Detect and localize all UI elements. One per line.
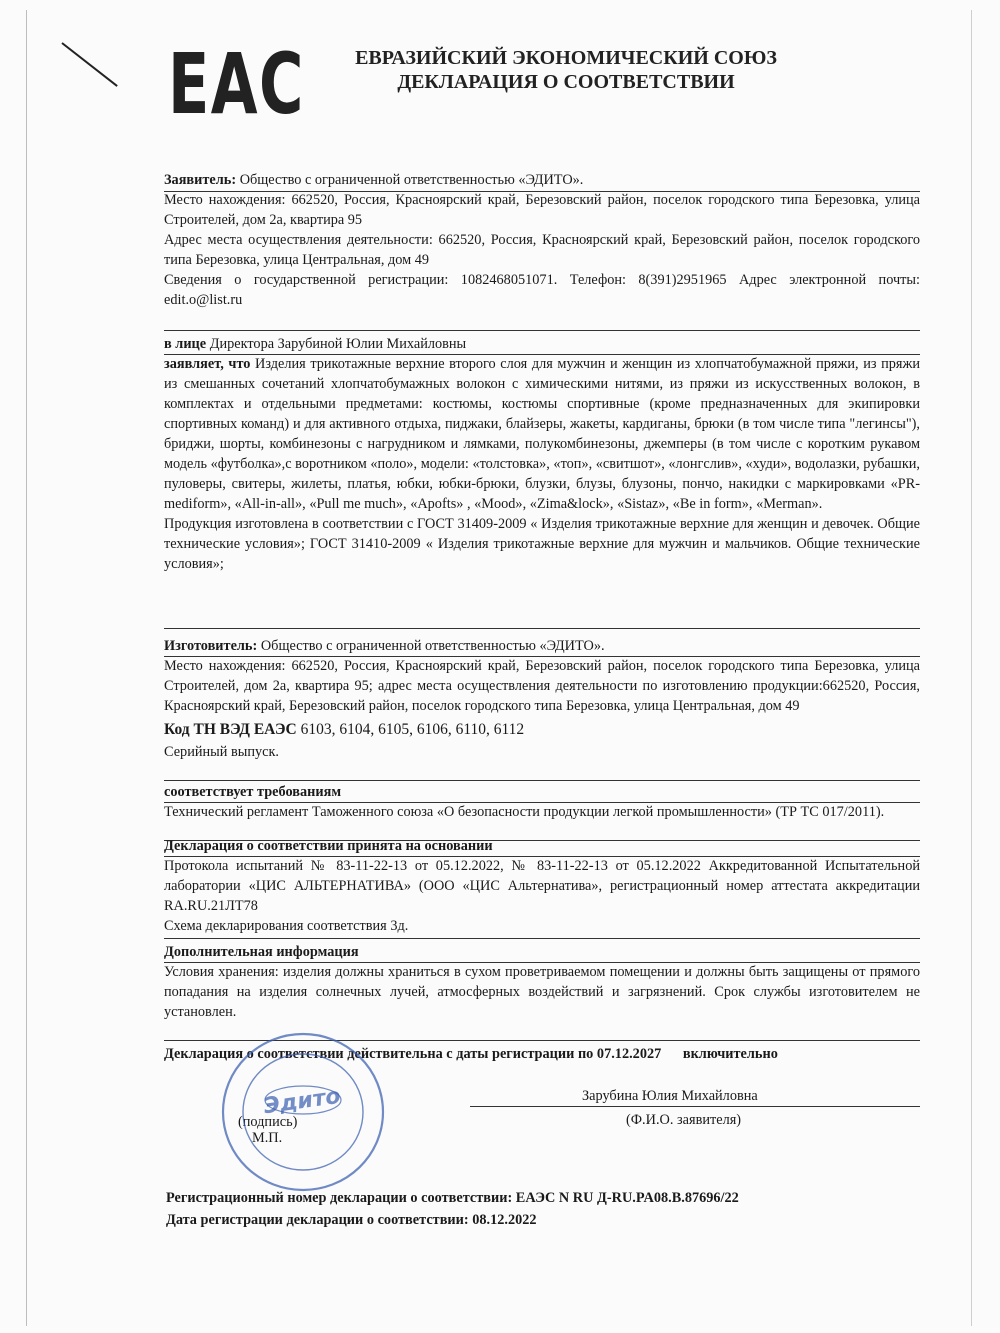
representative-name: Директора Зарубиной Юлии Михайловны: [209, 336, 467, 352]
scheme-underline: [164, 938, 920, 939]
additional-underline: [164, 962, 920, 963]
test-protocols: Протокола испытаний № 83-11-22-13 от 05.12.2022, № 83-11-22-13 от 05.12.2022 Аккредитованной Испытательной лаборатории «ЦИС АЛЬТЕРНАТИВА» (ООО «ЦИС Альтернатива», регистрационный номер аттестата аккредитации RA.RU.21ЛТ78: [164, 858, 920, 914]
reg-date-label: Дата регистрации декларации о соответствии:: [166, 1212, 469, 1228]
tn-ved-codes: 6103, 6104, 6105, 6106, 6110, 6112: [300, 721, 525, 738]
applicant-underline: [164, 191, 920, 192]
eac-logo: EAC: [168, 35, 305, 133]
signature-caption: (подпись): [238, 1114, 298, 1130]
signature-line: [470, 1106, 920, 1107]
manufacturer-underline: [164, 656, 920, 657]
seal-place-label: М.П.: [252, 1130, 283, 1146]
representative-underline: [164, 354, 920, 355]
validity-line: [164, 1044, 920, 1064]
tn-ved-label: Код ТН ВЭД ЕАЭС: [164, 721, 297, 738]
declares-section: [164, 334, 920, 574]
serial-production: Серийный выпуск.: [164, 744, 280, 760]
requirements-underline: [164, 802, 920, 803]
name-caption: (Ф.И.О. заявителя): [626, 1112, 742, 1128]
union-title: ЕВРАЗИЙСКИЙ ЭКОНОМИЧЕСКИЙ СОЮЗ: [355, 47, 777, 69]
validity-inclusive: включительно: [682, 1046, 778, 1062]
declaration-title: ДЕКЛАРАЦИЯ О СООТВЕТСТВИИ: [397, 71, 735, 93]
manufacturer-section: [164, 636, 920, 762]
validity-date: 07.12.2027: [596, 1046, 662, 1062]
registration-number-line: [166, 1188, 926, 1208]
reg-number-value: ЕАЭС N RU Д-RU.PA08.B.87696/22: [515, 1190, 739, 1206]
manufacturer-location: Место нахождения: 662520, Россия, Красноярский край, Березовский район, поселок городского типа Березовка, улица Строителей, дом 2а, квартира 95; адрес места осуществления деятельности по изготовлению продукции:662520, Россия, Красноярский край, Березовский район, поселок городского типа Березовка, улица Центральная, дом 49: [164, 658, 920, 714]
product-description: Изделия трикотажные верхние второго слоя для мужчин и женщин из хлопчатобумажной пряжи, из пряжи из смешанных сочетаний хлопчатобумажных волокон с химическими нитями, из пряжи из искусственных волокон, в комплектах и отдельными предметами: костюмы, костюмы спортивные (кроме предназначенных для экипировки спортивных команд) и для активного отдыха, пиджаки, блайзеры, жакеты, кардиганы, брюки (в том числе типа "легинсы"), бриджи, шорты, комбинезоны с нагрудником и лямками, полукомбинезоны, джемперы (в том числе с коротким рукавом модель «футболка»,с воротником «поло», модели: «толстовка», «топ», «свитшот», «лонгслив», «худи», водолазки, рубашки, пуловеры, свитеры, жилеты, платья, юбки, юбки-брюки, блузки, блузы, блузоны, пончо, накидки с маркировками «PR-mediform», «All-in-all», «Pull me much», «Apofts» , «Mood», «Zima&lock», «Sistaz», «Be in form», «Merman».: [164, 356, 921, 512]
section-divider: [164, 330, 920, 331]
applicant-registration: Сведения о государственной регистрации: 1082468051071.: [164, 272, 558, 288]
applicant-label: Заявитель:: [164, 172, 237, 188]
storage-conditions: Условия хранения: изделия должны храниться в сухом проветриваемом помещении и должны быть защищены от прямого попадания на изделия солнечных лучей, атмосферных воздействий и загрязнений. Срок службы изготовителем не установлен.: [164, 964, 920, 1020]
validity-text: Декларация о соответствии действительна с даты регистрации по: [164, 1046, 594, 1062]
basis-section: [164, 836, 920, 936]
seal-center-text: Эдито: [262, 1083, 343, 1120]
validity-overline: [164, 1040, 920, 1041]
applicant-activity-address: Адрес места осуществления деятельности: 662520, Россия, Красноярский край, Березовский район, поселок городского типа Березовка, улица Центральная, дом 49: [164, 232, 920, 268]
technical-regulation: Технический регламент Таможенного союза «О безопасности продукции легкой промышленности» (ТР ТС 017/2011).: [164, 804, 885, 820]
applicant-name: Общество с ограниченной ответственностью «ЭДИТО».: [239, 172, 584, 188]
applicant-signature-name: Зарубина Юлия Михайловна: [582, 1088, 758, 1104]
requirements-label: соответствует требованиям: [164, 784, 342, 800]
declaration-scheme: Схема декларирования соответствия 3д.: [164, 918, 409, 934]
basis-underline: [164, 856, 920, 857]
representative-label: в лице: [164, 336, 207, 352]
serial-underline: [164, 780, 920, 781]
applicant-location: Место нахождения: 662520, Россия, Красноярский край, Березовский район, поселок городского типа Березовка, улица Строителей, дом 2а, квартира 95: [164, 192, 920, 228]
product-standards: Продукция изготовлена в соответствии с ГОСТ 31409-2009 « Изделия трикотажные верхние для женщин и девочек. Общие технические условия»; ГОСТ 31410-2009 « Изделия трикотажные верхние для мужчин и мальчиков. Общие технические условия»;: [164, 516, 920, 572]
section-divider-2: [164, 628, 920, 629]
applicant-phone-email: Телефон: 8(391)2951965 Адрес электронной почты: edit.o@list.ru: [164, 272, 921, 308]
basis-label: Декларация о соответствии принята на основании: [164, 838, 493, 854]
manufacturer-name: Общество с ограниченной ответственностью «ЭДИТО».: [260, 638, 605, 654]
reg-number-label: Регистрационный номер декларации о соответствии:: [166, 1190, 513, 1206]
reg-date-value: 08.12.2022: [472, 1212, 537, 1228]
document-header: [306, 46, 826, 94]
additional-section: [164, 942, 920, 1022]
declares-label: заявляет, что: [164, 356, 251, 372]
registration-date-line: [166, 1210, 926, 1230]
manufacturer-label: Изготовитель:: [164, 638, 258, 654]
additional-label: Дополнительная информация: [164, 944, 359, 960]
